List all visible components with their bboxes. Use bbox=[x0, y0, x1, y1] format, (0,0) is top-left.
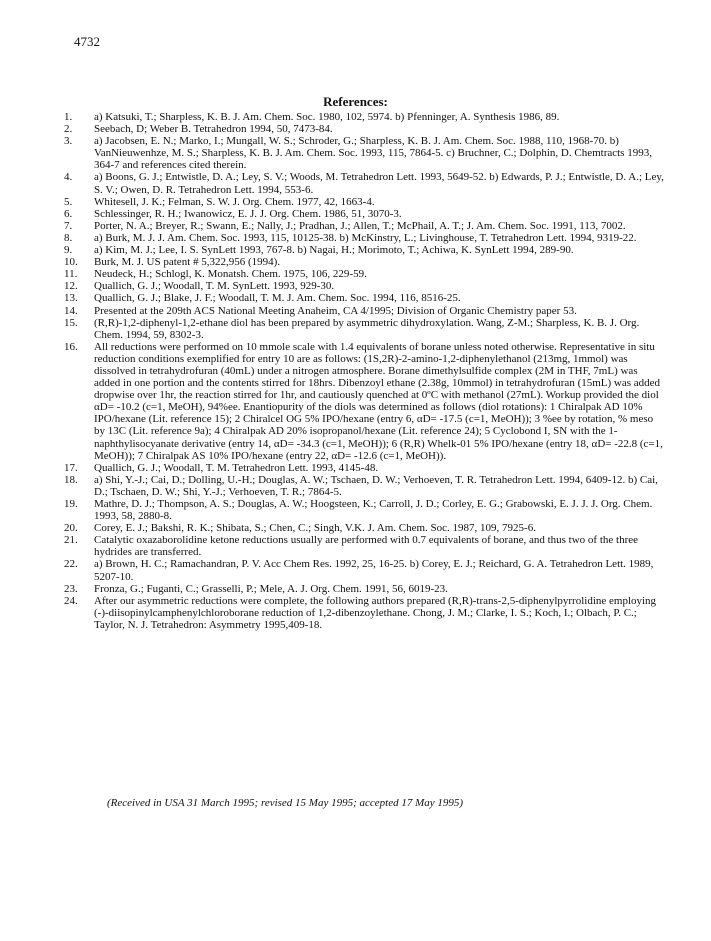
reference-text: a) Jacobsen, E. N.; Marko, I.; Mungall, W. S.; Schroder, G.; Sharpless, K. B. J. Am. Chem. Soc. 1988, 110, 1968-70. b) VanNieuwenhze, M. S.; Sharpless, K. B. J. Am. Chem. Soc. 1993, 115, 7864-5. c) Bruchner, C.; Dolphin, D. Chemtracts 1993, 364-7 and references cited therein. bbox=[94, 135, 652, 172]
reference-item bbox=[64, 232, 664, 244]
reference-item bbox=[64, 171, 664, 195]
reference-number: 9. bbox=[64, 244, 73, 257]
reference-number: 22. bbox=[64, 558, 78, 571]
reference-item bbox=[64, 244, 664, 256]
reference-number: 5. bbox=[64, 195, 73, 208]
reference-number: 18. bbox=[64, 473, 78, 486]
reference-text: Schlessinger, R. H.; Iwanowicz, E. J. J. Org. Chem. 1986, 51, 3070-3. bbox=[94, 207, 402, 220]
reference-item bbox=[64, 305, 664, 317]
reference-text: Porter, N. A.; Breyer, R.; Swann, E.; Nally, J.; Pradhan, J.; Allen, T.; McPhail, A. T.; J. Am. Chem. Soc. 1991, 113, 7002. bbox=[94, 219, 626, 232]
reference-text: a) Katsuki, T.; Sharpless, K. B. J. Am. Chem. Soc. 1980, 102, 5974. b) Pfenninger, A. Synthesis 1986, 89. bbox=[94, 111, 560, 123]
reference-number: 16. bbox=[64, 340, 78, 353]
reference-item bbox=[64, 111, 664, 123]
reference-number: 13. bbox=[64, 292, 78, 305]
reference-text: a) Brown, H. C.; Ramachandran, P. V. Acc Chem Res. 1992, 25, 16-25. b) Corey, E. J.; Reichard, G. A. Tetrahedron Lett. 1989, 5207-10. bbox=[94, 558, 654, 583]
reference-number: 17. bbox=[64, 461, 78, 474]
reference-number: 10. bbox=[64, 256, 78, 269]
reference-number: 12. bbox=[64, 280, 78, 293]
received-dates-note: (Received in USA 31 March 1995; revised 15 May 1995; accepted 17 May 1995) bbox=[107, 797, 464, 809]
reference-text: Seebach, D; Weber B. Tetrahedron 1994, 50, 7473-84. bbox=[94, 123, 333, 136]
reference-text: Burk, M. J. US patent # 5,322,956 (1994). bbox=[94, 256, 281, 269]
reference-text: Catalytic oxazaborolidine ketone reductions usually are performed with 0.7 equivalents of borane, and thus two of the three hydrides are transferred. bbox=[94, 534, 639, 559]
reference-number: 11. bbox=[64, 268, 78, 281]
reference-text: (R,R)-1,2-diphenyl-1,2-ethane diol has been prepared by asymmetric dihydroxylation. Wang, Z-M.; Sharpless, K. B. J. Org. Chem. 1994, 59, 8302-3. bbox=[94, 316, 640, 341]
reference-text: Presented at the 209th ACS National Meeting Anaheim, CA 4/1995; Division of Organic Chemistry paper 53. bbox=[94, 304, 577, 317]
reference-list bbox=[64, 111, 664, 631]
reference-item bbox=[64, 558, 664, 582]
reference-text: Fronza, G.; Fuganti, C.; Grasselli, P.; Mele, A. J. Org. Chem. 1991, 56, 6019-23. bbox=[94, 582, 448, 595]
reference-number: 24. bbox=[64, 594, 78, 607]
reference-item bbox=[64, 268, 664, 280]
reference-text: All reductions were performed on 10 mmole scale with 1.4 equivalents of borane unless noted otherwise. Representative in situ reduction conditions exemplified for entry 10 are as follows: (1S,2R)-2-amino-1,2-diphenylethanol (213mg, 1mmol) was dissolved in tetrahydrofuran (40mL) under a nitrogen atmosphere. Borane dimethylsulfide complex (2M in THF, 7mL) was added in one portion and the contents stirred for 18hrs. Dibenzoyl ethane (2.38g, 10mmol) in tetrahydrofuran (15mL) was added dropwise over 1hr, the reaction stirred for 1hr, and cautiously quenched at 0ºC with methanol (27mL). Workup provided the diol αD= -10.2 (c=1, MeOH), 94%ee. Enantiopurity of the diols was determined as follows (diol rotations): 1 Chiralpak AD 10% IPO/hexane (Lit. reference 15); 2 Chiralcel OG 5% IPO/hexane (entry 6, αD= -17.5 (c=1, MeOH)); 3 %ee by rotation, % meso by 13C (Lit. reference 9a); 4 Chiralpak AD 20% isopropanol/hexane (Lit. reference 24); 5 Cyclobond I, SN with the 1-naphthylisocyanate derivative (entry 14, αD= -34.3 (c=1, MeOH)); 6 (R,R) Whelk-01 5% IPO/hexane (entry 18, αD= -22.8 (c=1, MeOH)); 7 Chiralpak AS 10% IPO/hexane (entry 22, αD= -12.6 (c=1, MeOH)). bbox=[94, 340, 663, 462]
reference-text: Neudeck, H.; Schlogl, K. Monatsh. Chem. 1975, 106, 229-59. bbox=[94, 268, 367, 281]
reference-number: 21. bbox=[64, 534, 78, 547]
reference-text: Whitesell, J. K.; Felman, S. W. J. Org. Chem. 1977, 42, 1663-4. bbox=[94, 195, 375, 208]
reference-item bbox=[64, 220, 664, 232]
reference-number: 15. bbox=[64, 316, 78, 329]
reference-text: a) Kim, M. J.; Lee, I. S. SynLett 1993, 767-8. b) Nagai, H.; Morimoto, T.; Achiwa, K. SynLett 1994, 289-90. bbox=[94, 244, 574, 257]
reference-text: a) Burk, M. J. J. Am. Chem. Soc. 1993, 115, 10125-38. b) McKinstry, L.; Livinghouse, T. Tetrahedron Lett. 1994, 9319-22. bbox=[94, 231, 637, 244]
reference-item bbox=[64, 196, 664, 208]
reference-item bbox=[64, 341, 664, 462]
reference-item bbox=[64, 583, 664, 595]
reference-item bbox=[64, 292, 664, 304]
reference-number: 7. bbox=[64, 219, 73, 232]
reference-number: 14. bbox=[64, 304, 78, 317]
reference-item bbox=[64, 474, 664, 498]
reference-item bbox=[64, 123, 664, 135]
reference-item bbox=[64, 522, 664, 534]
reference-number: 2. bbox=[64, 123, 73, 136]
reference-item bbox=[64, 595, 664, 631]
reference-number: 4. bbox=[64, 171, 73, 184]
reference-text: a) Boons, G. J.; Entwistle, D. A.; Ley, S. V.; Woods, M. Tetrahedron Lett. 1993, 5649-52. b) Edwards, P. J.; Entwistle, D. A.; Ley, S. V.; Owen, D. R. Tetrahedron Lett. 1994, 553-6. bbox=[94, 171, 664, 196]
references-heading: References: bbox=[323, 94, 388, 109]
reference-number: 23. bbox=[64, 582, 78, 595]
reference-number: 1. bbox=[64, 111, 73, 123]
reference-number: 19. bbox=[64, 498, 78, 510]
reference-item bbox=[64, 208, 664, 220]
reference-text: Mathre, D. J.; Thompson, A. S.; Douglas, A. W.; Hoogsteen, K.; Carroll, J. D.; Corley, E. G.; Grabowski, E. J. J. J. Org. Chem. 1993, 58, 2880-8. bbox=[94, 498, 653, 523]
page-number: 4732 bbox=[74, 34, 100, 49]
reference-item bbox=[64, 280, 664, 292]
reference-number: 8. bbox=[64, 231, 73, 244]
reference-number: 6. bbox=[64, 207, 73, 220]
reference-item bbox=[64, 462, 664, 474]
reference-item bbox=[64, 317, 664, 341]
reference-item bbox=[64, 498, 664, 522]
reference-text: Quallich, G. J.; Woodall, T. M. Tetrahedron Lett. 1993, 4145-48. bbox=[94, 461, 379, 474]
reference-number: 20. bbox=[64, 522, 78, 535]
reference-text: Corey, E. J.; Bakshi, R. K.; Shibata, S.; Chen, C.; Singh, V.K. J. Am. Chem. Soc. 1987, 109, 7925-6. bbox=[94, 522, 536, 535]
reference-item bbox=[64, 534, 664, 558]
reference-text: After our asymmetric reductions were complete, the following authors prepared (R,R)-trans-2,5-diphenylpyrrolidine employing (-)-diisopinylcamphenylchloroborane reduction of 1,2-dibenzoylethane. Chong, J. M.; Clarke, I. S.; Koch, I.; Olbach, P. C.; Taylor, N. J. Tetrahedron: Asymmetry 1995,409-18. bbox=[94, 594, 657, 631]
reference-text: Quallich, G. J.; Woodall, T. M. SynLett. 1993, 929-30. bbox=[94, 280, 335, 293]
reference-text: a) Shi, Y.-J.; Cai, D.; Dolling, U.-H.; Douglas, A. W.; Tschaen, D. W.; Verhoeven, T. R. Tetrahedron Lett. 1994, 6409-12. b) Cai, D.; Tschaen, D. W.; Shi, Y.-J.; Verhoeven, T. R.; 7864-5. bbox=[94, 473, 658, 498]
reference-item bbox=[64, 135, 664, 171]
reference-text: Quallich, G. J.; Blake, J. F.; Woodall, T. M. J. Am. Chem. Soc. 1994, 116, 8516-25. bbox=[94, 292, 461, 305]
reference-item bbox=[64, 256, 664, 268]
reference-number: 3. bbox=[64, 135, 73, 148]
